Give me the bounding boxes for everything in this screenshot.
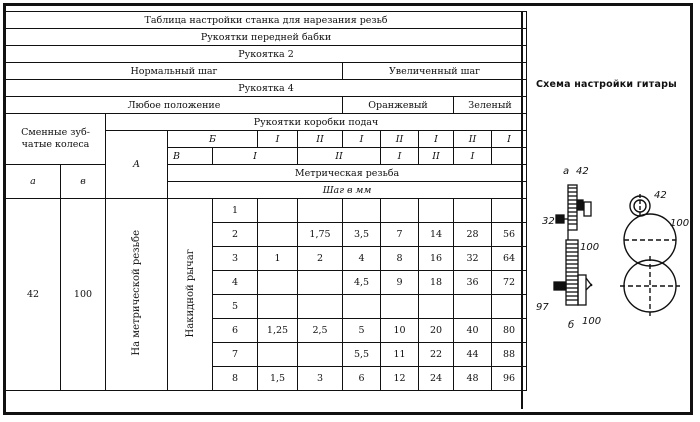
pitch-cell: 1	[258, 247, 298, 271]
pitch-cell: 3,5	[343, 223, 381, 247]
pitch-cell: 7	[381, 223, 419, 247]
row-B-label: Б	[168, 131, 258, 148]
label-97: 97	[536, 302, 549, 313]
pitch-cell	[343, 295, 381, 319]
b-value: II	[454, 131, 492, 148]
gear-a-value: 42	[6, 199, 61, 391]
front-handles-header: Рукоятки передней бабки	[6, 29, 527, 46]
row-number: 5	[213, 295, 258, 319]
pitch-cell	[419, 295, 454, 319]
pitch-cell: 32	[454, 247, 492, 271]
gear-32-hub	[556, 215, 564, 223]
pitch-cell: 18	[419, 271, 454, 295]
pitch-cell: 14	[419, 223, 454, 247]
pitch-cell	[419, 199, 454, 223]
pitch-cell: 56	[492, 223, 527, 247]
pitch-cell: 48	[454, 367, 492, 391]
gear-42-side	[584, 202, 591, 216]
gear-v-value: 100	[61, 199, 106, 391]
any-lever-cell	[168, 199, 213, 391]
pitch-cell	[298, 271, 343, 295]
b-value: I	[419, 131, 454, 148]
green-header: Зеленый	[454, 97, 527, 114]
b-value: I	[492, 131, 527, 148]
pitch-cell: 9	[381, 271, 419, 295]
column-v-header: в	[61, 165, 106, 199]
pitch-cell	[492, 295, 527, 319]
pitch-cell: 6	[343, 367, 381, 391]
pitch-cell: 28	[454, 223, 492, 247]
on-metric-thread-text: На метрической резьбе	[131, 230, 142, 356]
pitch-cell	[343, 199, 381, 223]
row-number: 6	[213, 319, 258, 343]
pitch-cell	[454, 199, 492, 223]
guitar-gear-diagram	[530, 160, 690, 340]
label-42: 42	[576, 166, 589, 177]
pitch-cell: 20	[419, 319, 454, 343]
pitch-mm-header: Шаг в мм	[168, 182, 527, 199]
blank-cell	[492, 148, 527, 165]
v-value: I	[381, 148, 419, 165]
pitch-cell: 11	[381, 343, 419, 367]
pitch-cell: 1,5	[258, 367, 298, 391]
gear-97-hub	[554, 282, 566, 290]
pitch-cell: 80	[492, 319, 527, 343]
pitch-cell: 64	[492, 247, 527, 271]
orange-header: Оранжевый	[343, 97, 454, 114]
guitar-scheme-title: Схема настройки гитары	[536, 79, 677, 90]
label-b: б	[568, 320, 575, 331]
v-value: I	[213, 148, 298, 165]
b-value: I	[343, 131, 381, 148]
v-value: II	[419, 148, 454, 165]
pitch-cell	[258, 223, 298, 247]
front-view-gears	[620, 194, 680, 316]
pitch-cell	[381, 199, 419, 223]
pitch-cell	[258, 295, 298, 319]
pitch-cell: 16	[419, 247, 454, 271]
any-position-header: Любое положение	[6, 97, 343, 114]
v-value: I	[454, 148, 492, 165]
change-gears-header: Сменные зуб- чатые колеса	[6, 114, 106, 165]
pitch-cell: 24	[419, 367, 454, 391]
pitch-cell: 96	[492, 367, 527, 391]
label-100-right: 100	[670, 218, 690, 229]
table-title: Таблица настройки станка для нарезания резьб	[6, 12, 527, 29]
column-A-header: А	[106, 131, 168, 199]
handle-2-header: Рукоятка 2	[6, 46, 527, 63]
label-32: 32	[542, 216, 555, 227]
row-number: 1	[213, 199, 258, 223]
pitch-cell: 3	[298, 367, 343, 391]
row-V-label: В	[168, 148, 213, 165]
pitch-cell	[298, 343, 343, 367]
pitch-cell: 2,5	[298, 319, 343, 343]
pitch-cell: 8	[381, 247, 419, 271]
pitch-cell: 44	[454, 343, 492, 367]
v-value: II	[298, 148, 381, 165]
row-number: 4	[213, 271, 258, 295]
pitch-cell	[298, 295, 343, 319]
pitch-cell: 5,5	[343, 343, 381, 367]
row-number: 8	[213, 367, 258, 391]
on-metric-thread-cell	[106, 199, 168, 391]
label-100-mid: 100	[580, 242, 600, 253]
label-100-low: 100	[582, 316, 602, 327]
pitch-cell: 2	[298, 247, 343, 271]
pitch-cell: 5	[343, 319, 381, 343]
pitch-cell	[454, 295, 492, 319]
any-lever-text: Накидной рычаг	[184, 248, 196, 338]
pitch-cell	[492, 199, 527, 223]
pitch-cell	[298, 199, 343, 223]
normal-pitch-header: Нормальный шаг	[6, 63, 343, 80]
pitch-cell: 4,5	[343, 271, 381, 295]
pitch-cell: 1,25	[258, 319, 298, 343]
pitch-cell: 4	[343, 247, 381, 271]
pitch-cell: 10	[381, 319, 419, 343]
b-value: II	[381, 131, 419, 148]
handle-4-header: Рукоятка 4	[6, 80, 527, 97]
pitch-cell: 40	[454, 319, 492, 343]
feed-box-handles-header: Рукоятки коробки подач	[106, 114, 527, 131]
thread-settings-table	[5, 11, 527, 391]
gear-b-side	[578, 275, 586, 305]
column-a-header: а	[6, 165, 61, 199]
pitch-cell	[258, 343, 298, 367]
pitch-cell	[258, 271, 298, 295]
label-a: а	[563, 166, 570, 177]
metric-thread-header: Метрическая резьба	[168, 165, 527, 182]
row-number: 3	[213, 247, 258, 271]
increased-pitch-header: Увеличенный шаг	[343, 63, 527, 80]
pitch-cell	[258, 199, 298, 223]
pitch-cell	[381, 295, 419, 319]
pitch-cell: 12	[381, 367, 419, 391]
b-value: II	[298, 131, 343, 148]
pitch-cell: 22	[419, 343, 454, 367]
pitch-cell: 88	[492, 343, 527, 367]
pitch-cell: 36	[454, 271, 492, 295]
gear-hub-top	[577, 200, 583, 210]
row-number: 7	[213, 343, 258, 367]
row-number: 2	[213, 223, 258, 247]
label-42-right: 42	[654, 190, 667, 201]
pitch-cell: 72	[492, 271, 527, 295]
b-value: I	[258, 131, 298, 148]
pitch-cell: 1,75	[298, 223, 343, 247]
